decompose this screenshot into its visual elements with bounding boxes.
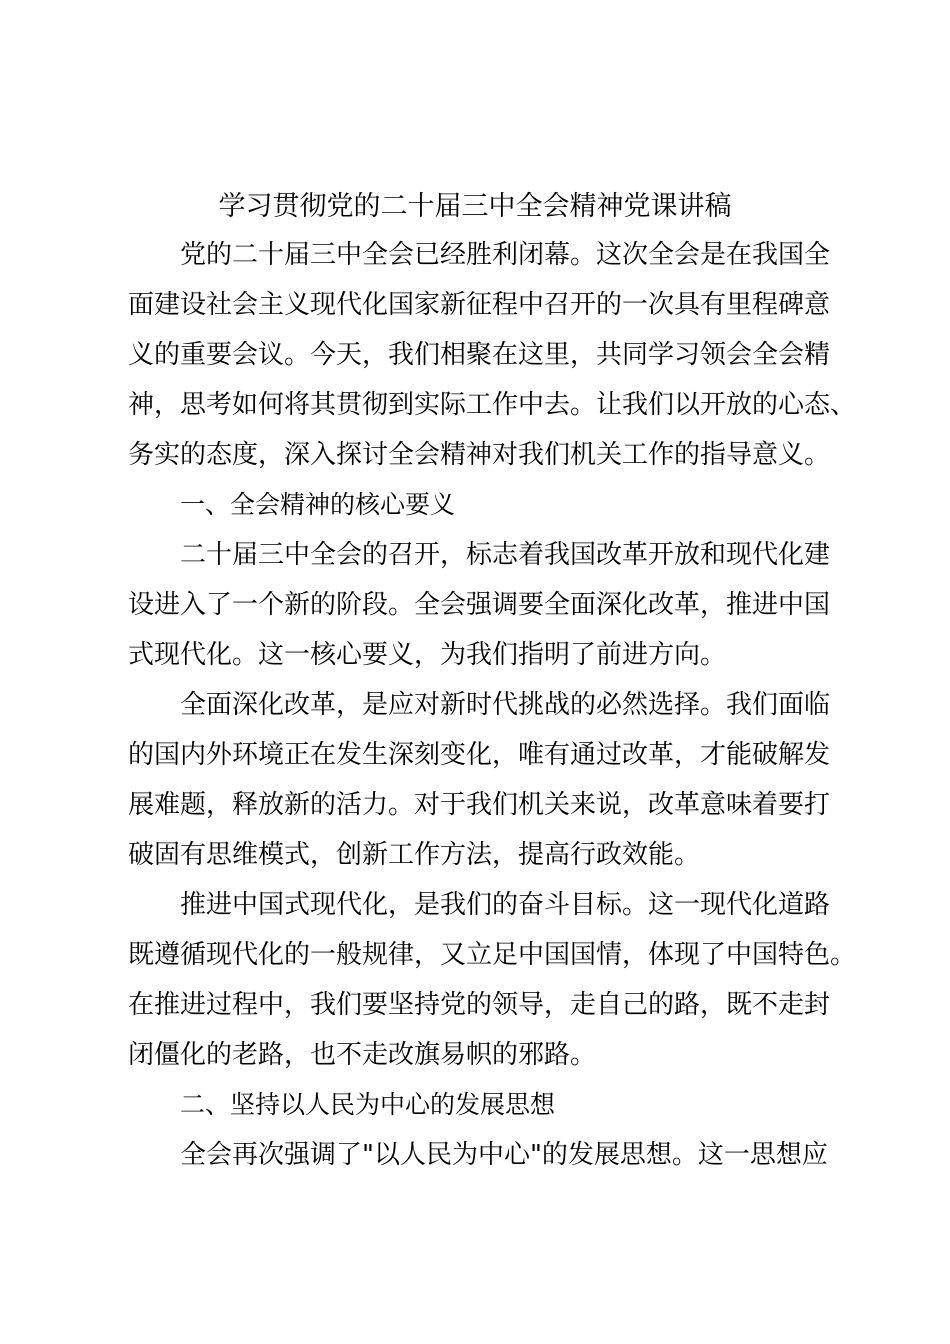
paragraph-line: 全面深化改革，是应对新时代挑战的必然选择。我们面临 [180,690,831,720]
paragraph-line: 推进中国式现代化，是我们的奋斗目标。这一现代化道路 [180,890,831,920]
paragraph-line: 二十届三中全会的召开，标志着我国改革开放和现代化建 [180,540,831,570]
section-heading: 一、全会精神的核心要义 [180,490,456,519]
paragraph-line: 破固有思维模式，创新工作方法，提高行政效能。 [128,840,701,870]
paragraph-line: 神，思考如何将其贯彻到实际工作中去。让我们以开放的心态、 [128,390,857,420]
document-title: 学习贯彻党的二十届三中全会精神党课讲稿 [218,191,732,222]
paragraph-line: 在推进过程中，我们要坚持党的领导，走自己的路，既不走封 [128,990,831,1020]
paragraph-line: 面建设社会主义现代化国家新征程中召开的一次具有里程碑意 [128,290,831,320]
paragraph-line: 闭僵化的老路，也不走改旗易帜的邪路。 [128,1040,597,1070]
paragraph-line: 式现代化。这一核心要义，为我们指明了前进方向。 [128,640,727,670]
paragraph-line: 务实的态度，深入探讨全会精神对我们机关工作的指导意义。 [128,440,831,470]
paragraph-line: 全会再次强调了"以人民为中心"的发展思想。这一思想应 [180,1140,828,1170]
paragraph-line: 的国内外环境正在发生深刻变化，唯有通过改革，才能破解发 [128,740,831,770]
paragraph-line: 义的重要会议。今天，我们相聚在这里，共同学习领会全会精 [128,340,831,370]
paragraph-line: 展难题，释放新的活力。对于我们机关来说，改革意味着要打 [128,790,831,820]
paragraph-line: 既遵循现代化的一般规律，又立足中国国情，体现了中国特色。 [128,940,857,970]
section-heading: 二、坚持以人民为中心的发展思想 [180,1090,556,1119]
paragraph-line: 党的二十届三中全会已经胜利闭幕。这次全会是在我国全 [180,240,831,270]
paragraph-line: 设进入了一个新的阶段。全会强调要全面深化改革，推进中国 [128,590,831,620]
